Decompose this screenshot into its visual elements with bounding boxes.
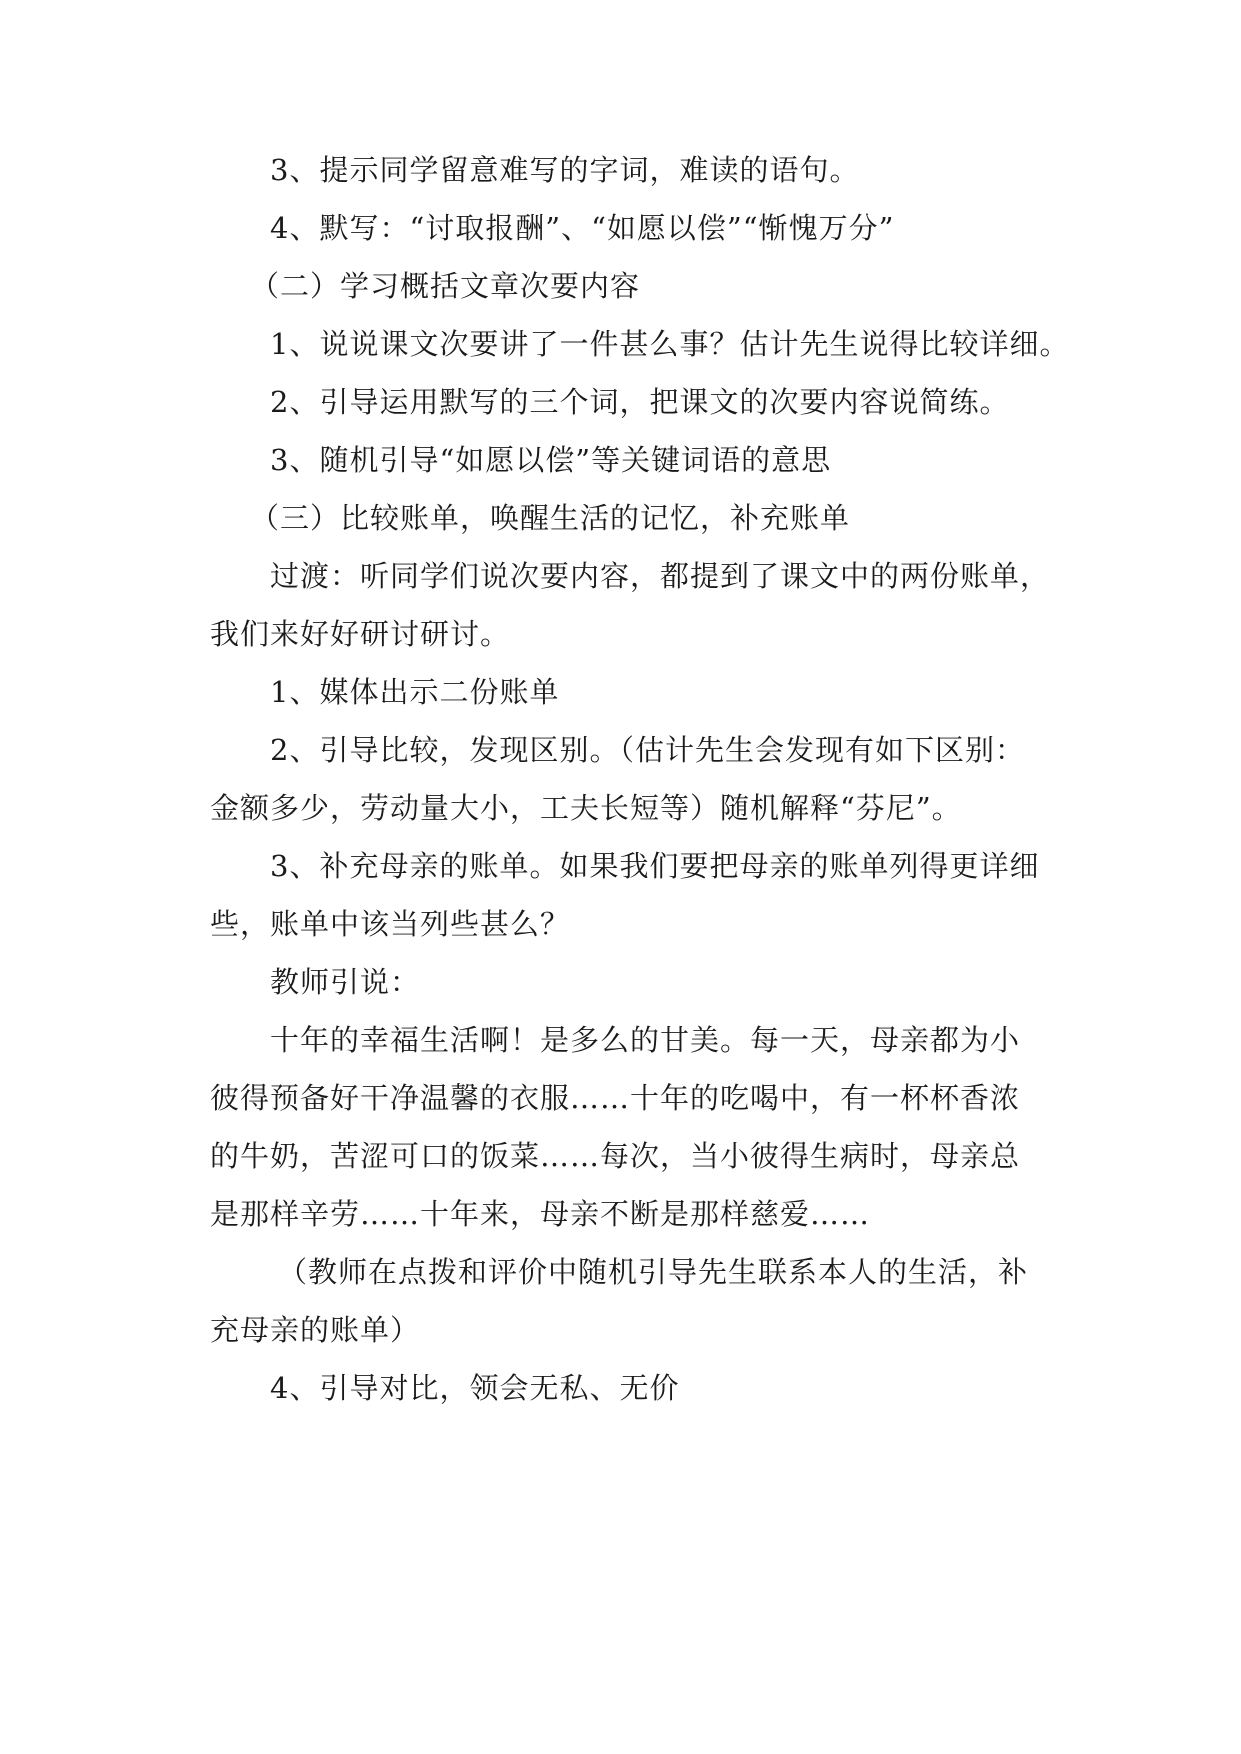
paragraph-line: 十年的幸福生活啊！是多么的甘美。每一天，母亲都为小 — [270, 1023, 1021, 1057]
paragraph-line: 4、引导对比，领会无私、无价 — [270, 1371, 680, 1405]
paragraph-line: 是那样辛劳……十年来，母亲不断是那样慈爱…… — [210, 1197, 871, 1231]
paragraph-line: 的牛奶，苦涩可口的饭菜……每次，当小彼得生病时，母亲总 — [210, 1139, 1021, 1173]
paragraph-line: 2、引导运用默写的三个词，把课文的次要内容说简练。 — [270, 385, 1010, 419]
paragraph-line: 教师引说： — [270, 965, 421, 999]
paragraph-line: 1、媒体出示二份账单 — [270, 675, 560, 709]
section-heading: （三）比较账单，唤醒生活的记忆，补充账单 — [250, 501, 851, 535]
paragraph-line: 3、补充母亲的账单。如果我们要把母亲的账单列得更详细 — [270, 849, 1040, 883]
paragraph-line: 我们来好好研讨研讨。 — [210, 617, 511, 651]
paragraph-line: 2、引导比较，发现区别。（估计先生会发现有如下区别： — [270, 733, 1025, 767]
paragraph-line: 1、说说课文次要讲了一件甚么事？估计先生说得比较详细。 — [270, 327, 1070, 361]
paragraph-line: 4、默写：“讨取报酬”、“如愿以偿”“惭愧万分” — [270, 211, 895, 245]
paragraph-line: 充母亲的账单） — [210, 1313, 421, 1347]
paragraph-line: 3、随机引导“如愿以偿”等关键词语的意思 — [270, 443, 832, 477]
paragraph-line: 彼得预备好干净温馨的衣服……十年的吃喝中，有一杯杯香浓 — [210, 1081, 1021, 1115]
paragraph-line: 3、提示同学留意难写的字词，难读的语句。 — [270, 153, 860, 187]
paragraph-line: （教师在点拨和评价中随机引导先生联系本人的生活，补 — [278, 1255, 1029, 1289]
paragraph-line: 些，账单中该当列些甚么？ — [210, 907, 571, 941]
paragraph-line: 金额多少，劳动量大小，工夫长短等）随机解释“芬尼”。 — [210, 791, 962, 825]
paragraph-line: 过渡：听同学们说次要内容，都提到了课文中的两份账单， — [270, 559, 1051, 593]
section-heading: （二）学习概括文章次要内容 — [250, 269, 641, 303]
